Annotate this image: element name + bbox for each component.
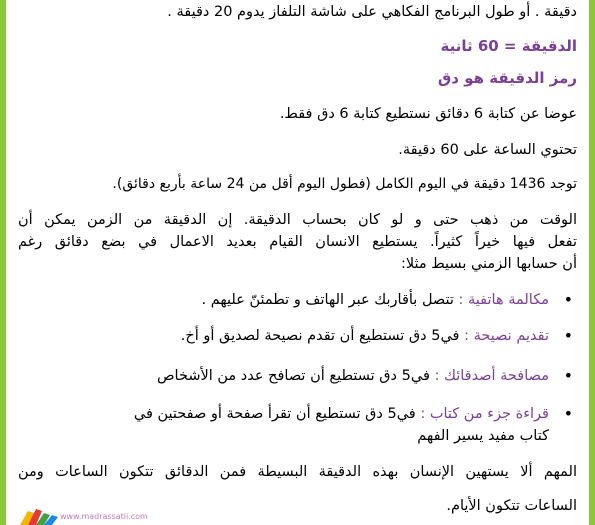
right-border [589, 0, 595, 525]
bullet-label: مصافحة أصدقائك : [434, 368, 549, 384]
bullet-icon: • [563, 326, 573, 345]
text-line-top: دقيقة . أو طول البرنامج الفكاهي على شاشة التلفاز يدوم 20 دقيقة . [167, 4, 577, 20]
heading-minute-symbol: رمز الدقيقة هو دق [437, 69, 577, 87]
bullet-icon: • [563, 404, 573, 423]
bullet-label: تقديم نصيحة : [464, 328, 549, 344]
bullet-text: في5 دق تستطيع أن تصافح عدد من الأشخاص [157, 368, 435, 384]
paragraph-line-2: تفعل فيها خيراً كثيراً. يستطيع الانسان القيام بعديد الاعمال في بضع دقائق رغم [18, 234, 577, 250]
text-line-day-1436: توجد 1436 دقيقة في اليوم الكامل (فطول اليوم أقل من 24 ساعة بأربع دقائق). [112, 176, 577, 192]
paragraph-line-3: أن حسابها الزمني بسيط مثلا: [400, 256, 577, 272]
bullet-icon: • [563, 290, 573, 309]
bullet-label: مكالمة هاتفية : [458, 292, 549, 308]
text-line-write-6: عوضا عن كتابة 6 دقائق نستطيع كتابة 6 دق فقط. [279, 106, 577, 122]
bullet-label: قراءة جزء من كتاب : [420, 406, 549, 422]
document-page [18, 0, 577, 525]
bullet-icon: • [563, 366, 573, 385]
bullet-text: في5 دق تستطيع أن تقدم نصيحة لصديق أو أخ. [180, 328, 465, 344]
heading-minute-equals: الدقيقة = 60 ثانية [440, 37, 577, 55]
paragraph-line-1: الوقت من ذهب حتى و لو كان بحساب الدقيقة. إن الدقيقة من الزمن يمكن أن [18, 212, 577, 228]
bullet-text: كتاب مفيد يسير الفهم [417, 428, 549, 444]
closing-line-2: الساعات تتكون الأيام. [446, 498, 577, 514]
closing-line-1: المهم ألا يستهين الإنسان بهذه الدقيقة البسيطة فمن الدقائق تتكون الساعات ومن [18, 464, 577, 480]
site-url: www.madrassatii.com [60, 512, 148, 521]
left-border [0, 0, 6, 525]
bullet-text: تتصل بأقاربك عبر الهاتف و تطمئنّ عليهم . [201, 292, 459, 308]
bullet-text: في5 دق تستطيع أن تقرأ صفحة أو صفحتين في [133, 406, 421, 422]
text-line-hour-60: تحتوي الساعة على 60 دقيقة. [398, 142, 577, 158]
